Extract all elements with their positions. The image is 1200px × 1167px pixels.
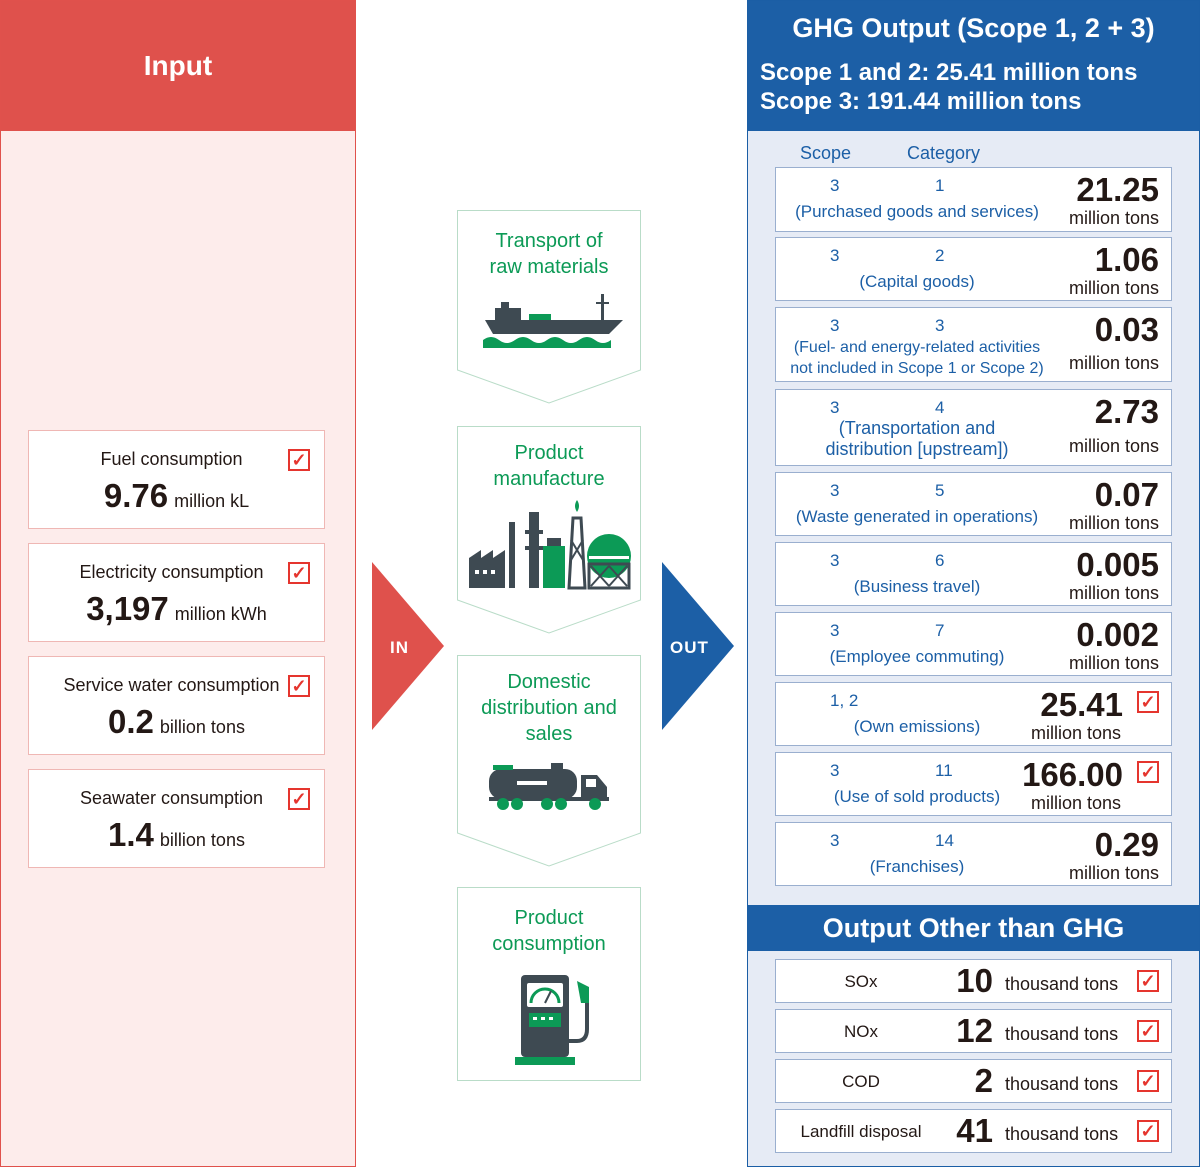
other-value: 12 <box>956 1012 993 1049</box>
process-step-consumption <box>457 887 641 1081</box>
ghg-unit: million tons <box>1030 793 1121 813</box>
input-label: Service water consumption <box>63 675 280 695</box>
ghg-value: 2.73 <box>1094 393 1159 430</box>
ghg-category: 4 <box>935 398 945 417</box>
ghg-scope: 3 <box>830 481 840 500</box>
ghg-scope: 3 <box>830 831 840 850</box>
ghg-category: 6 <box>935 551 945 570</box>
step-title <box>457 228 641 280</box>
step-title-line: Product <box>514 442 584 464</box>
ghg-unit: million tons <box>1068 436 1159 456</box>
ghg-value: 0.07 <box>1094 476 1159 513</box>
ghg-unit: million tons <box>1068 863 1159 883</box>
step-title-line: Transport of <box>495 230 603 252</box>
ghg-unit: million tons <box>1068 208 1159 228</box>
ghg-scope: 1, 2 <box>830 691 859 710</box>
check-icon: ✓ <box>288 675 310 697</box>
ghg-row <box>775 542 1172 606</box>
ghg-category: 11 <box>935 761 953 780</box>
ghg-scope3-total: Scope 3: 191.44 million tons <box>760 88 1082 115</box>
other-row-sox <box>775 959 1172 1003</box>
ghg-value: 21.25 <box>1076 171 1159 208</box>
ghg-scope: 3 <box>830 176 840 195</box>
input-unit: billion tons <box>159 717 245 737</box>
step-title-line: distribution and <box>481 697 617 719</box>
process-step-distribution <box>457 655 641 867</box>
ghg-category: 7 <box>935 621 945 640</box>
ghg-row <box>775 389 1172 466</box>
ghg-value: 0.29 <box>1094 826 1159 863</box>
ghg-unit: million tons <box>1068 583 1159 603</box>
input-value-row <box>29 703 324 741</box>
input-card-seawater <box>28 769 325 868</box>
check-icon: ✓ <box>1137 1070 1159 1092</box>
step-title-line: manufacture <box>493 468 605 490</box>
ghg-description-line: (Transportation and <box>838 418 996 438</box>
other-value: 2 <box>974 1062 993 1099</box>
step-title <box>457 905 641 957</box>
check-icon: ✓ <box>1137 1020 1159 1042</box>
ghg-scope: 3 <box>830 398 840 417</box>
tanker-truck-icon <box>487 763 611 811</box>
ghg-scope: 3 <box>830 246 840 265</box>
ghg-value: 0.005 <box>1076 546 1159 583</box>
ghg-description: (Own emissions) <box>853 717 981 736</box>
process-step-manufacture <box>457 426 641 634</box>
ghg-unit: million tons <box>1068 653 1159 673</box>
input-title: Input <box>1 1 355 131</box>
ghg-description-line: not included in Scope 1 or Scope 2) <box>790 360 1044 377</box>
input-unit: million kL <box>174 491 250 511</box>
ghg-category: 5 <box>935 481 945 500</box>
out-arrow <box>662 562 734 730</box>
check-icon: ✓ <box>1137 1120 1159 1142</box>
ghg-scope: 3 <box>830 761 840 780</box>
step-title-line: Product <box>514 907 584 929</box>
step-title-line: Domestic <box>507 671 591 693</box>
other-unit: thousand tons <box>1005 1074 1119 1094</box>
input-value: 0.2 <box>108 703 154 740</box>
ghg-value: 25.41 <box>1040 686 1123 723</box>
input-unit: billion tons <box>159 830 245 850</box>
other-unit: thousand tons <box>1005 1024 1119 1044</box>
other-row-nox <box>775 1009 1172 1053</box>
ghg-description: (Employee commuting) <box>829 647 1005 666</box>
other-row-landfill <box>775 1109 1172 1153</box>
input-value-row <box>29 816 324 854</box>
ghg-unit: million tons <box>1068 513 1159 533</box>
ghg-description: (Business travel) <box>853 577 981 596</box>
ghg-description: (Use of sold products) <box>833 787 1001 806</box>
other-label: Landfill disposal <box>800 1122 922 1141</box>
check-icon: ✓ <box>1137 761 1159 783</box>
ghg-row-use-of-sold-products <box>775 752 1172 816</box>
input-unit: million kWh <box>174 604 267 624</box>
input-label: Fuel consumption <box>100 449 243 469</box>
check-icon: ✓ <box>1137 970 1159 992</box>
other-value: 41 <box>956 1112 993 1149</box>
other-label: SOx <box>844 972 878 991</box>
in-arrow <box>372 562 444 730</box>
ghg-value: 0.03 <box>1094 311 1159 348</box>
input-label: Electricity consumption <box>79 562 264 582</box>
input-value: 3,197 <box>86 590 169 627</box>
step-title-line: sales <box>525 723 573 745</box>
step-title <box>457 669 641 747</box>
ghg-value: 0.002 <box>1076 616 1159 653</box>
ghg-row <box>775 822 1172 886</box>
ghg-title: GHG Output (Scope 1, 2 + 3) <box>792 13 1155 43</box>
ghg-unit: million tons <box>1030 723 1121 743</box>
input-value-row <box>29 477 324 515</box>
column-header-scope: Scope <box>800 143 852 163</box>
input-card-service-water <box>28 656 325 755</box>
check-icon: ✓ <box>1137 691 1159 713</box>
ghg-row <box>775 307 1172 382</box>
input-panel <box>0 0 356 1167</box>
ghg-category: 14 <box>935 831 954 850</box>
ghg-row <box>775 472 1172 536</box>
out-arrow-label: OUT <box>670 638 709 657</box>
ghg-category: 1 <box>935 176 945 195</box>
ghg-description: (Franchises) <box>869 857 965 876</box>
ghg-scope12-total: Scope 1 and 2: 25.41 million tons <box>760 59 1138 86</box>
ghg-description: (Capital goods) <box>859 272 975 291</box>
in-arrow-label: IN <box>390 638 409 657</box>
factory-icon <box>467 500 633 590</box>
ghg-row <box>775 237 1172 301</box>
ghg-row <box>775 612 1172 676</box>
step-title <box>457 440 641 492</box>
input-value: 1.4 <box>108 816 154 853</box>
ghg-description <box>776 418 1058 460</box>
ghg-description-line: distribution [upstream]) <box>825 439 1009 459</box>
ghg-scope: 3 <box>830 551 840 570</box>
ghg-unit: million tons <box>1068 278 1159 298</box>
input-card-electricity <box>28 543 325 642</box>
ghg-value: 1.06 <box>1094 241 1159 278</box>
step-title-line: consumption <box>492 933 606 955</box>
ghg-scope: 3 <box>830 621 840 640</box>
input-card-fuel <box>28 430 325 529</box>
ghg-description: (Purchased goods and services) <box>795 202 1039 221</box>
ghg-row <box>775 167 1172 232</box>
input-value: 9.76 <box>103 477 169 514</box>
fuel-pump-icon <box>513 973 597 1067</box>
process-step-transport <box>457 210 641 404</box>
step-title-line: raw materials <box>489 256 609 278</box>
input-label: Seawater consumption <box>79 788 264 808</box>
input-value-row <box>29 590 324 628</box>
other-unit: thousand tons <box>1005 974 1119 994</box>
column-header-category: Category <box>907 143 981 163</box>
ghg-description <box>776 337 1058 379</box>
other-label: NOx <box>844 1022 878 1041</box>
check-icon: ✓ <box>288 449 310 471</box>
ship-icon <box>481 290 623 350</box>
output-panel <box>747 0 1200 1167</box>
ghg-value: 166.00 <box>1022 756 1123 793</box>
ghg-description-line: (Fuel- and energy-related activities <box>793 339 1041 356</box>
check-icon: ✓ <box>288 788 310 810</box>
other-label: COD <box>842 1072 880 1091</box>
ghg-unit: million tons <box>1068 353 1159 373</box>
other-unit: thousand tons <box>1005 1124 1119 1144</box>
ghg-category: 2 <box>935 246 945 265</box>
ghg-header <box>748 1 1199 131</box>
ghg-scope: 3 <box>830 316 840 335</box>
check-icon: ✓ <box>288 562 310 584</box>
ghg-description: (Waste generated in operations) <box>795 507 1039 526</box>
ghg-row-own-emissions <box>775 682 1172 746</box>
ghg-category: 3 <box>935 316 945 335</box>
other-output-title: Output Other than GHG <box>748 905 1199 951</box>
other-value: 10 <box>956 962 993 999</box>
other-row-cod <box>775 1059 1172 1103</box>
